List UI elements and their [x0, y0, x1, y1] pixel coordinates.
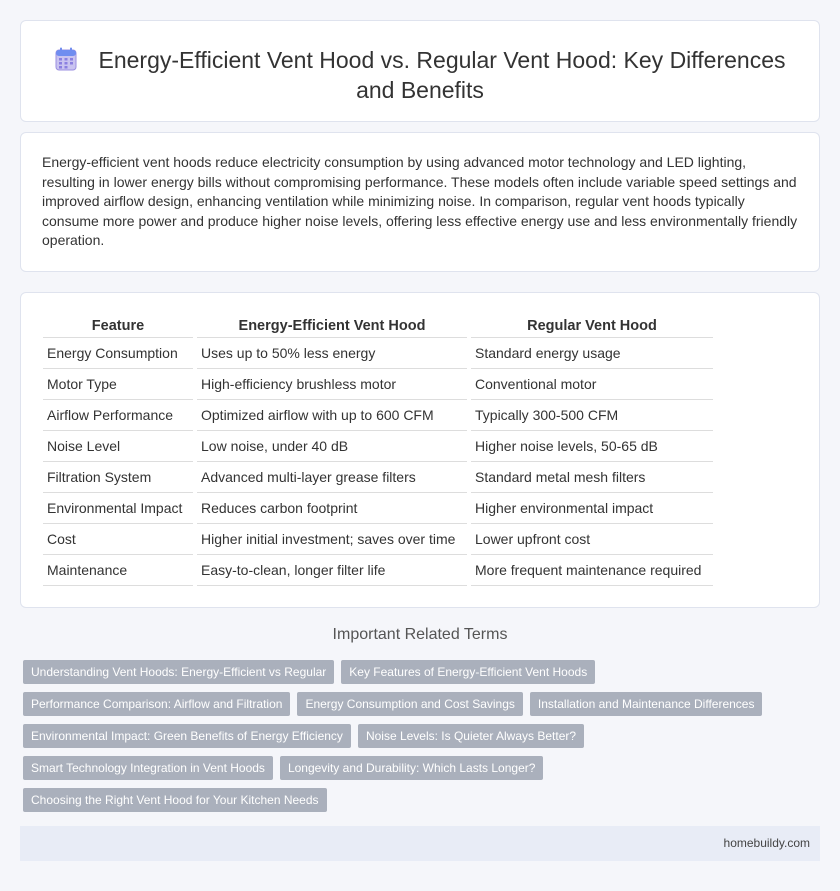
- regular-cell: Typically 300-500 CFM: [471, 400, 713, 431]
- feature-cell: Maintenance: [43, 555, 193, 586]
- title-card: [20, 20, 820, 122]
- feature-cell: Airflow Performance: [43, 400, 193, 431]
- table-header-row: [43, 313, 713, 338]
- related-term-tag[interactable]: Longevity and Durability: Which Lasts Longer?: [280, 756, 543, 780]
- feature-cell: Environmental Impact: [43, 493, 193, 524]
- energy-efficient-cell: Optimized airflow with up to 600 CFM: [197, 400, 467, 431]
- energy-efficient-cell: High-efficiency brushless motor: [197, 369, 467, 400]
- related-term-tag[interactable]: Energy Consumption and Cost Savings: [297, 692, 522, 716]
- related-terms-title: Important Related Terms: [332, 626, 508, 643]
- table-row: [43, 338, 713, 369]
- related-term-tag[interactable]: Understanding Vent Hoods: Energy-Efficient vs Regular: [23, 660, 334, 684]
- header-feature: Feature: [43, 313, 193, 338]
- regular-cell: Conventional motor: [471, 369, 713, 400]
- related-term-tag[interactable]: Performance Comparison: Airflow and Filtration: [23, 692, 290, 716]
- page-title-text: Energy-Efficient Vent Hood vs. Regular Vent Hood: Key Differences and Benefits: [98, 47, 786, 103]
- table-row: [43, 400, 713, 431]
- energy-efficient-cell: Reduces carbon footprint: [197, 493, 467, 524]
- feature-cell: Motor Type: [43, 369, 193, 400]
- regular-cell: Higher noise levels, 50-65 dB: [471, 431, 713, 462]
- energy-efficient-cell: Uses up to 50% less energy: [197, 338, 467, 369]
- related-terms-tags: [23, 660, 803, 812]
- energy-efficient-cell: Low noise, under 40 dB: [197, 431, 467, 462]
- table-row: [43, 462, 713, 493]
- related-term-tag[interactable]: Noise Levels: Is Quieter Always Better?: [358, 724, 584, 748]
- related-term-tag[interactable]: Key Features of Energy-Efficient Vent Hoods: [341, 660, 595, 684]
- table-row: [43, 431, 713, 462]
- table-row: [43, 524, 713, 555]
- calendar-icon: [55, 47, 77, 71]
- related-term-tag[interactable]: Installation and Maintenance Differences: [530, 692, 763, 716]
- regular-cell: Higher environmental impact: [471, 493, 713, 524]
- regular-cell: Lower upfront cost: [471, 524, 713, 555]
- related-term-tag[interactable]: Smart Technology Integration in Vent Hoods: [23, 756, 273, 780]
- feature-cell: Cost: [43, 524, 193, 555]
- table-row: [43, 555, 713, 586]
- comparison-table: [39, 313, 717, 586]
- feature-cell: Noise Level: [43, 431, 193, 462]
- energy-efficient-cell: Advanced multi-layer grease filters: [197, 462, 467, 493]
- related-term-tag[interactable]: Choosing the Right Vent Hood for Your Kitchen Needs: [23, 788, 327, 812]
- intro-card: [20, 132, 820, 272]
- regular-cell: Standard energy usage: [471, 338, 713, 369]
- table-row: [43, 369, 713, 400]
- footer-site: homebuildy.com: [723, 836, 810, 850]
- feature-cell: Filtration System: [43, 462, 193, 493]
- header-energy-efficient: Energy-Efficient Vent Hood: [197, 313, 467, 338]
- header-regular: Regular Vent Hood: [471, 313, 713, 338]
- intro-paragraph: Energy-efficient vent hoods reduce electricity consumption by using advanced motor technology and LED lighting, resulting in lower energy bills without compromising performance. These models often include variable speed settings and improved airflow design, enhancing ventilation while minimizing noise. In comparison, regular vent hoods typically consume more power and produce higher noise levels, offering less effective energy use and less environmentally friendly operation.: [42, 154, 798, 249]
- related-term-tag[interactable]: Environmental Impact: Green Benefits of Energy Efficiency: [23, 724, 351, 748]
- related-terms-section: [20, 626, 820, 658]
- regular-cell: More frequent maintenance required: [471, 555, 713, 586]
- energy-efficient-cell: Easy-to-clean, longer filter life: [197, 555, 467, 586]
- footer: [20, 826, 820, 861]
- regular-cell: Standard metal mesh filters: [471, 462, 713, 493]
- page-title: [51, 45, 789, 105]
- energy-efficient-cell: Higher initial investment; saves over time: [197, 524, 467, 555]
- feature-cell: Energy Consumption: [43, 338, 193, 369]
- table-row: [43, 493, 713, 524]
- comparison-card: [20, 292, 820, 608]
